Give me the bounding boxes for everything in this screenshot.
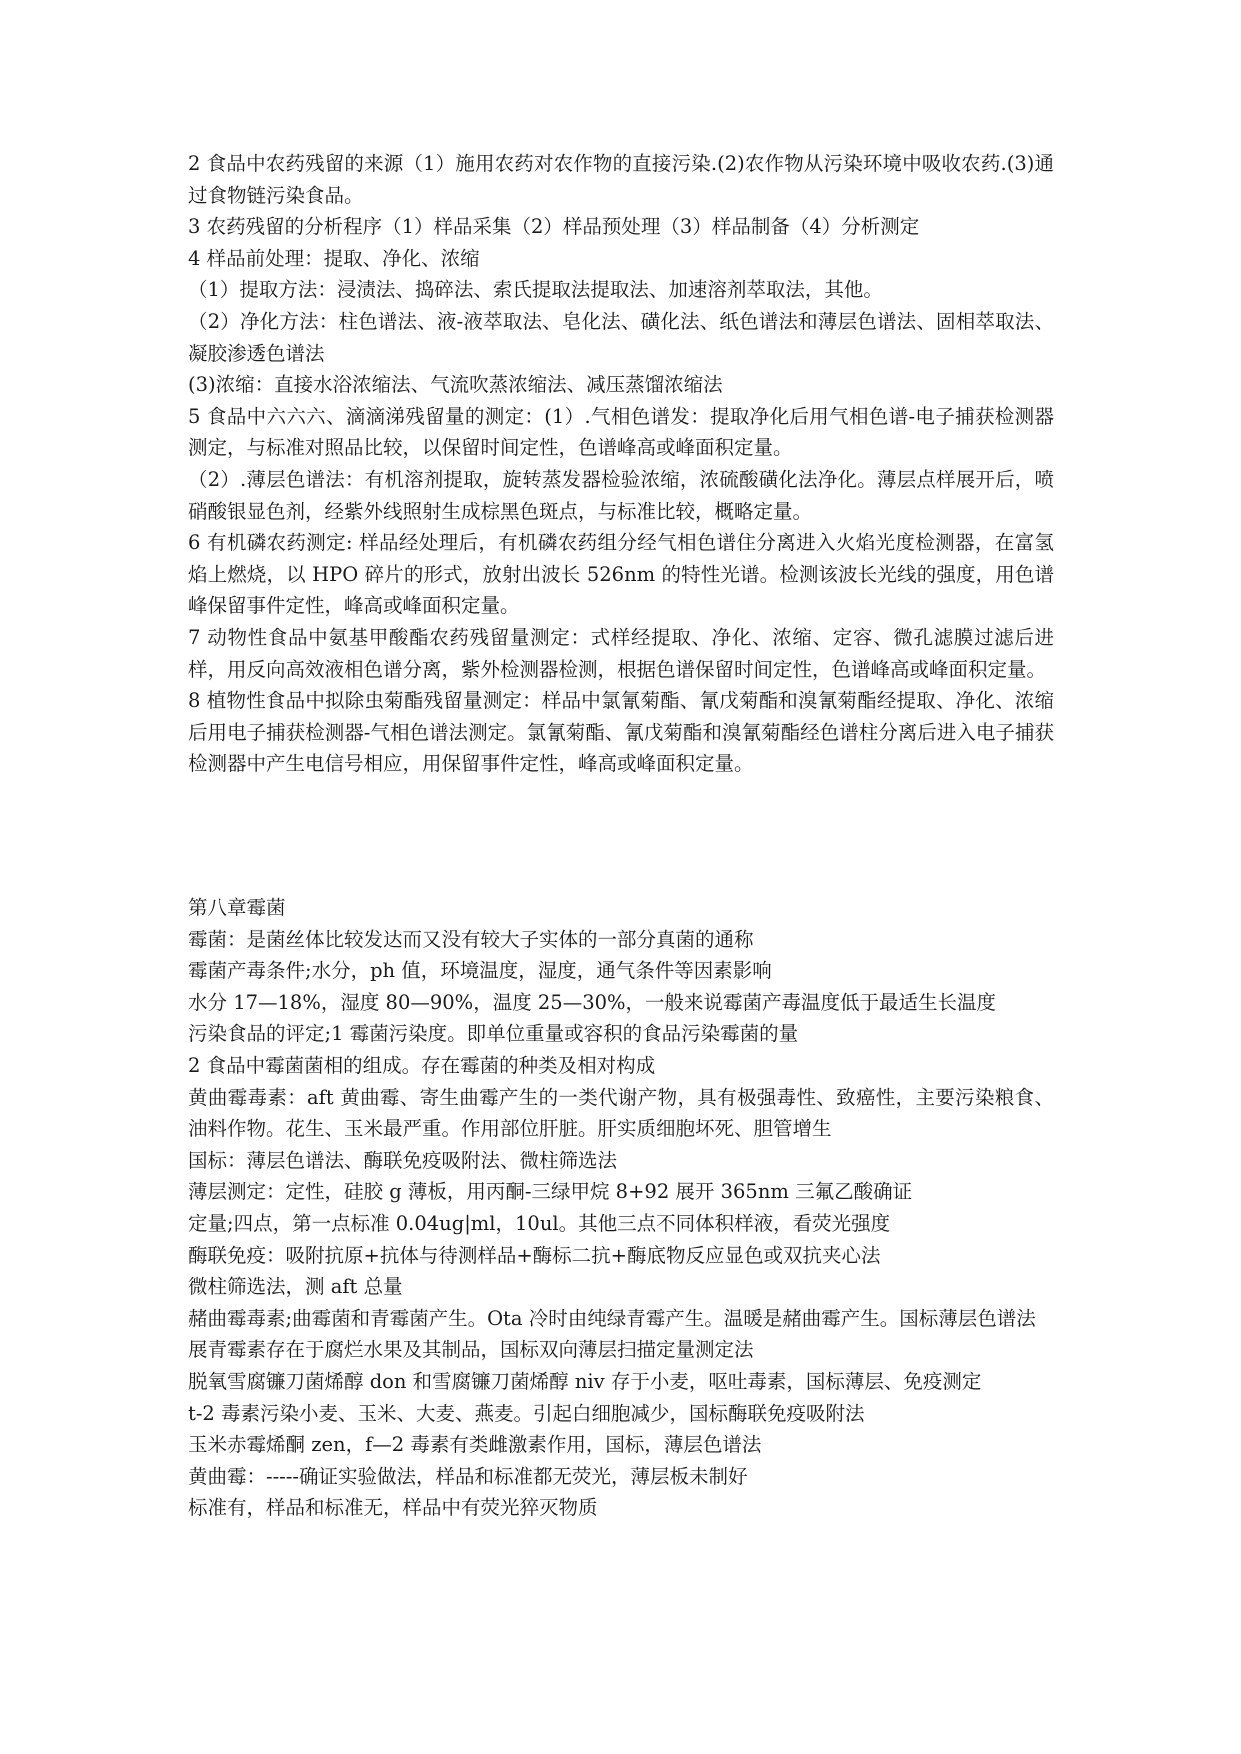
paragraph: 6 有机磷农药测定: 样品经处理后，有机磷农药组分经气相色谱住分离进入火焰光度检测器，在富氢焰上燃烧，以 HPO 碎片的形式，放射出波长 526nm 的特性光谱。检测该波长光线的强度，用色谱峰保留事件定性，峰高或峰面积定量。: [188, 531, 1054, 618]
paragraph: 2 食品中霉菌菌相的组成。存在霉菌的种类及相对构成: [188, 1053, 656, 1077]
paragraph: 8 植物性食品中拟除虫菊酯残留量测定：样品中氯氰菊酯、氰戊菊酯和溴氰菊酯经提取、净化、浓缩后用电子捕获检测器-气相色谱法测定。氯氰菊酯、氰戊菊酯和溴氰菊酯经色谱柱分离后进入电子捕获检测器中产生电信号相应，用保留事件定性，峰高或峰面积定量。: [188, 689, 1054, 776]
paragraph: 定量;四点，第一点标准 0.04ug|ml，10ul。其他三点不同体积样液，看荧光强度: [188, 1211, 891, 1235]
paragraph: 5 食品中六六六、滴滴涕残留量的测定：(1）.气相色谱发：提取净化后用气相色谱-电子捕获检测器测定，与标准对照品比较，以保留时间定性，色谱峰高或峰面积定量。: [188, 404, 1054, 460]
paragraph: 赭曲霉毒素;曲霉菌和青霉菌产生。Ota 冷时由纯绿青霉产生。温暖是赭曲霉产生。国标薄层色谱法: [188, 1306, 1036, 1330]
paragraph: 玉米赤霉烯酮 zen，f—2 毒素有类雌激素作用，国标，薄层色谱法: [188, 1433, 762, 1457]
paragraph: 酶联免疫：吸附抗原+抗体与待测样品+酶标二抗+酶底物反应显色或双抗夹心法: [188, 1243, 881, 1267]
paragraph: 水分 17—18%，湿度 80—90%，温度 25—30%，一般来说霉菌产毒温度低于最适生长温度: [188, 990, 997, 1014]
paragraph: 2 食品中农药残留的来源（1）施用农药对农作物的直接污染.(2)农作物从污染环境中吸收农药.(3)通过食物链污染食品。: [188, 152, 1054, 207]
paragraph: 脱氧雪腐镰刀菌烯醇 don 和雪腐镰刀菌烯醇 niv 存于小麦，呕吐毒素，国标薄层、免疫测定: [188, 1369, 982, 1393]
paragraph: 标准有，样品和标准无，样品中有荧光猝灭物质: [188, 1496, 598, 1520]
paragraph: 霉菌：是菌丝体比较发达而又没有较大子实体的一部分真菌的通称: [188, 927, 754, 951]
paragraph: 污染食品的评定;1 霉菌污染度。即单位重量或容积的食品污染霉菌的量: [188, 1022, 799, 1046]
paragraph: 展青霉素存在于腐烂水果及其制品，国标双向薄层扫描定量测定法: [188, 1338, 754, 1362]
paragraph: 薄层测定：定性，硅胶 g 薄板，用丙酮-三绿甲烷 8+92 展开 365nm 三氟乙酸确证: [188, 1180, 913, 1204]
paragraph: 7 动物性食品中氨基甲酸酯农药残留量测定：式样经提取、净化、浓缩、定容、微孔滤膜过滤后进样，用反向高效液相色谱分离，紫外检测器检测，根据色谱保留时间定性，色谱峰高或峰面积定量。: [188, 625, 1054, 681]
paragraph: 微柱筛选法，测 aft 总量: [188, 1275, 403, 1299]
paragraph: 霉菌产毒条件;水分，ph 值，环境温度，湿度，通气条件等因素影响: [188, 959, 772, 983]
paragraph: 4 样品前处理：提取、净化、浓缩: [188, 246, 480, 270]
pesticide-residue-section: [188, 148, 1054, 780]
paragraph: （2）.薄层色谱法：有机溶剂提取，旋转蒸发器检验浓缩，浓硫酸磺化法净化。薄层点样展开后，喷硝酸银显色剂，经紫外线照射生成棕黑色斑点，与标准比较，概略定量。: [188, 467, 1054, 523]
paragraph: （1）提取方法：浸渍法、捣碎法、索氏提取法提取法、加速溶剂萃取法，其他。: [188, 278, 883, 302]
paragraph: 黄曲霉毒素：aft 黄曲霉、寄生曲霉产生的一类代谢产物，具有极强毒性、致癌性，主要污染粮食、油料作物。花生、玉米最严重。作用部位肝脏。肝实质细胞坏死、胆管增生: [188, 1085, 1054, 1141]
paragraph: (3)浓缩：直接水浴浓缩法、气流吹蒸浓缩法、减压蒸馏浓缩法: [188, 373, 723, 397]
chapter-title: 第八章霉菌: [188, 896, 286, 919]
paragraph: 3 农药残留的分析程序（1）样品采集（2）样品预处理（3）样品制备（4）分析测定: [188, 215, 920, 239]
paragraph: 黄曲霉：-----确证实验做法，样品和标准都无荧光，薄层板未制好: [188, 1464, 748, 1488]
paragraph: 国标：薄层色谱法、酶联免疫吸附法、微柱筛选法: [188, 1148, 618, 1172]
mold-chapter-section: [188, 892, 1054, 1524]
paragraph: t-2 毒素污染小麦、玉米、大麦、燕麦。引起白细胞减少，国标酶联免疫吸附法: [188, 1401, 865, 1425]
paragraph: （2）净化方法：柱色谱法、液-液萃取法、皂化法、磺化法、纸色谱法和薄层色谱法、固相萃取法、凝胶渗透色谱法: [188, 309, 1054, 365]
